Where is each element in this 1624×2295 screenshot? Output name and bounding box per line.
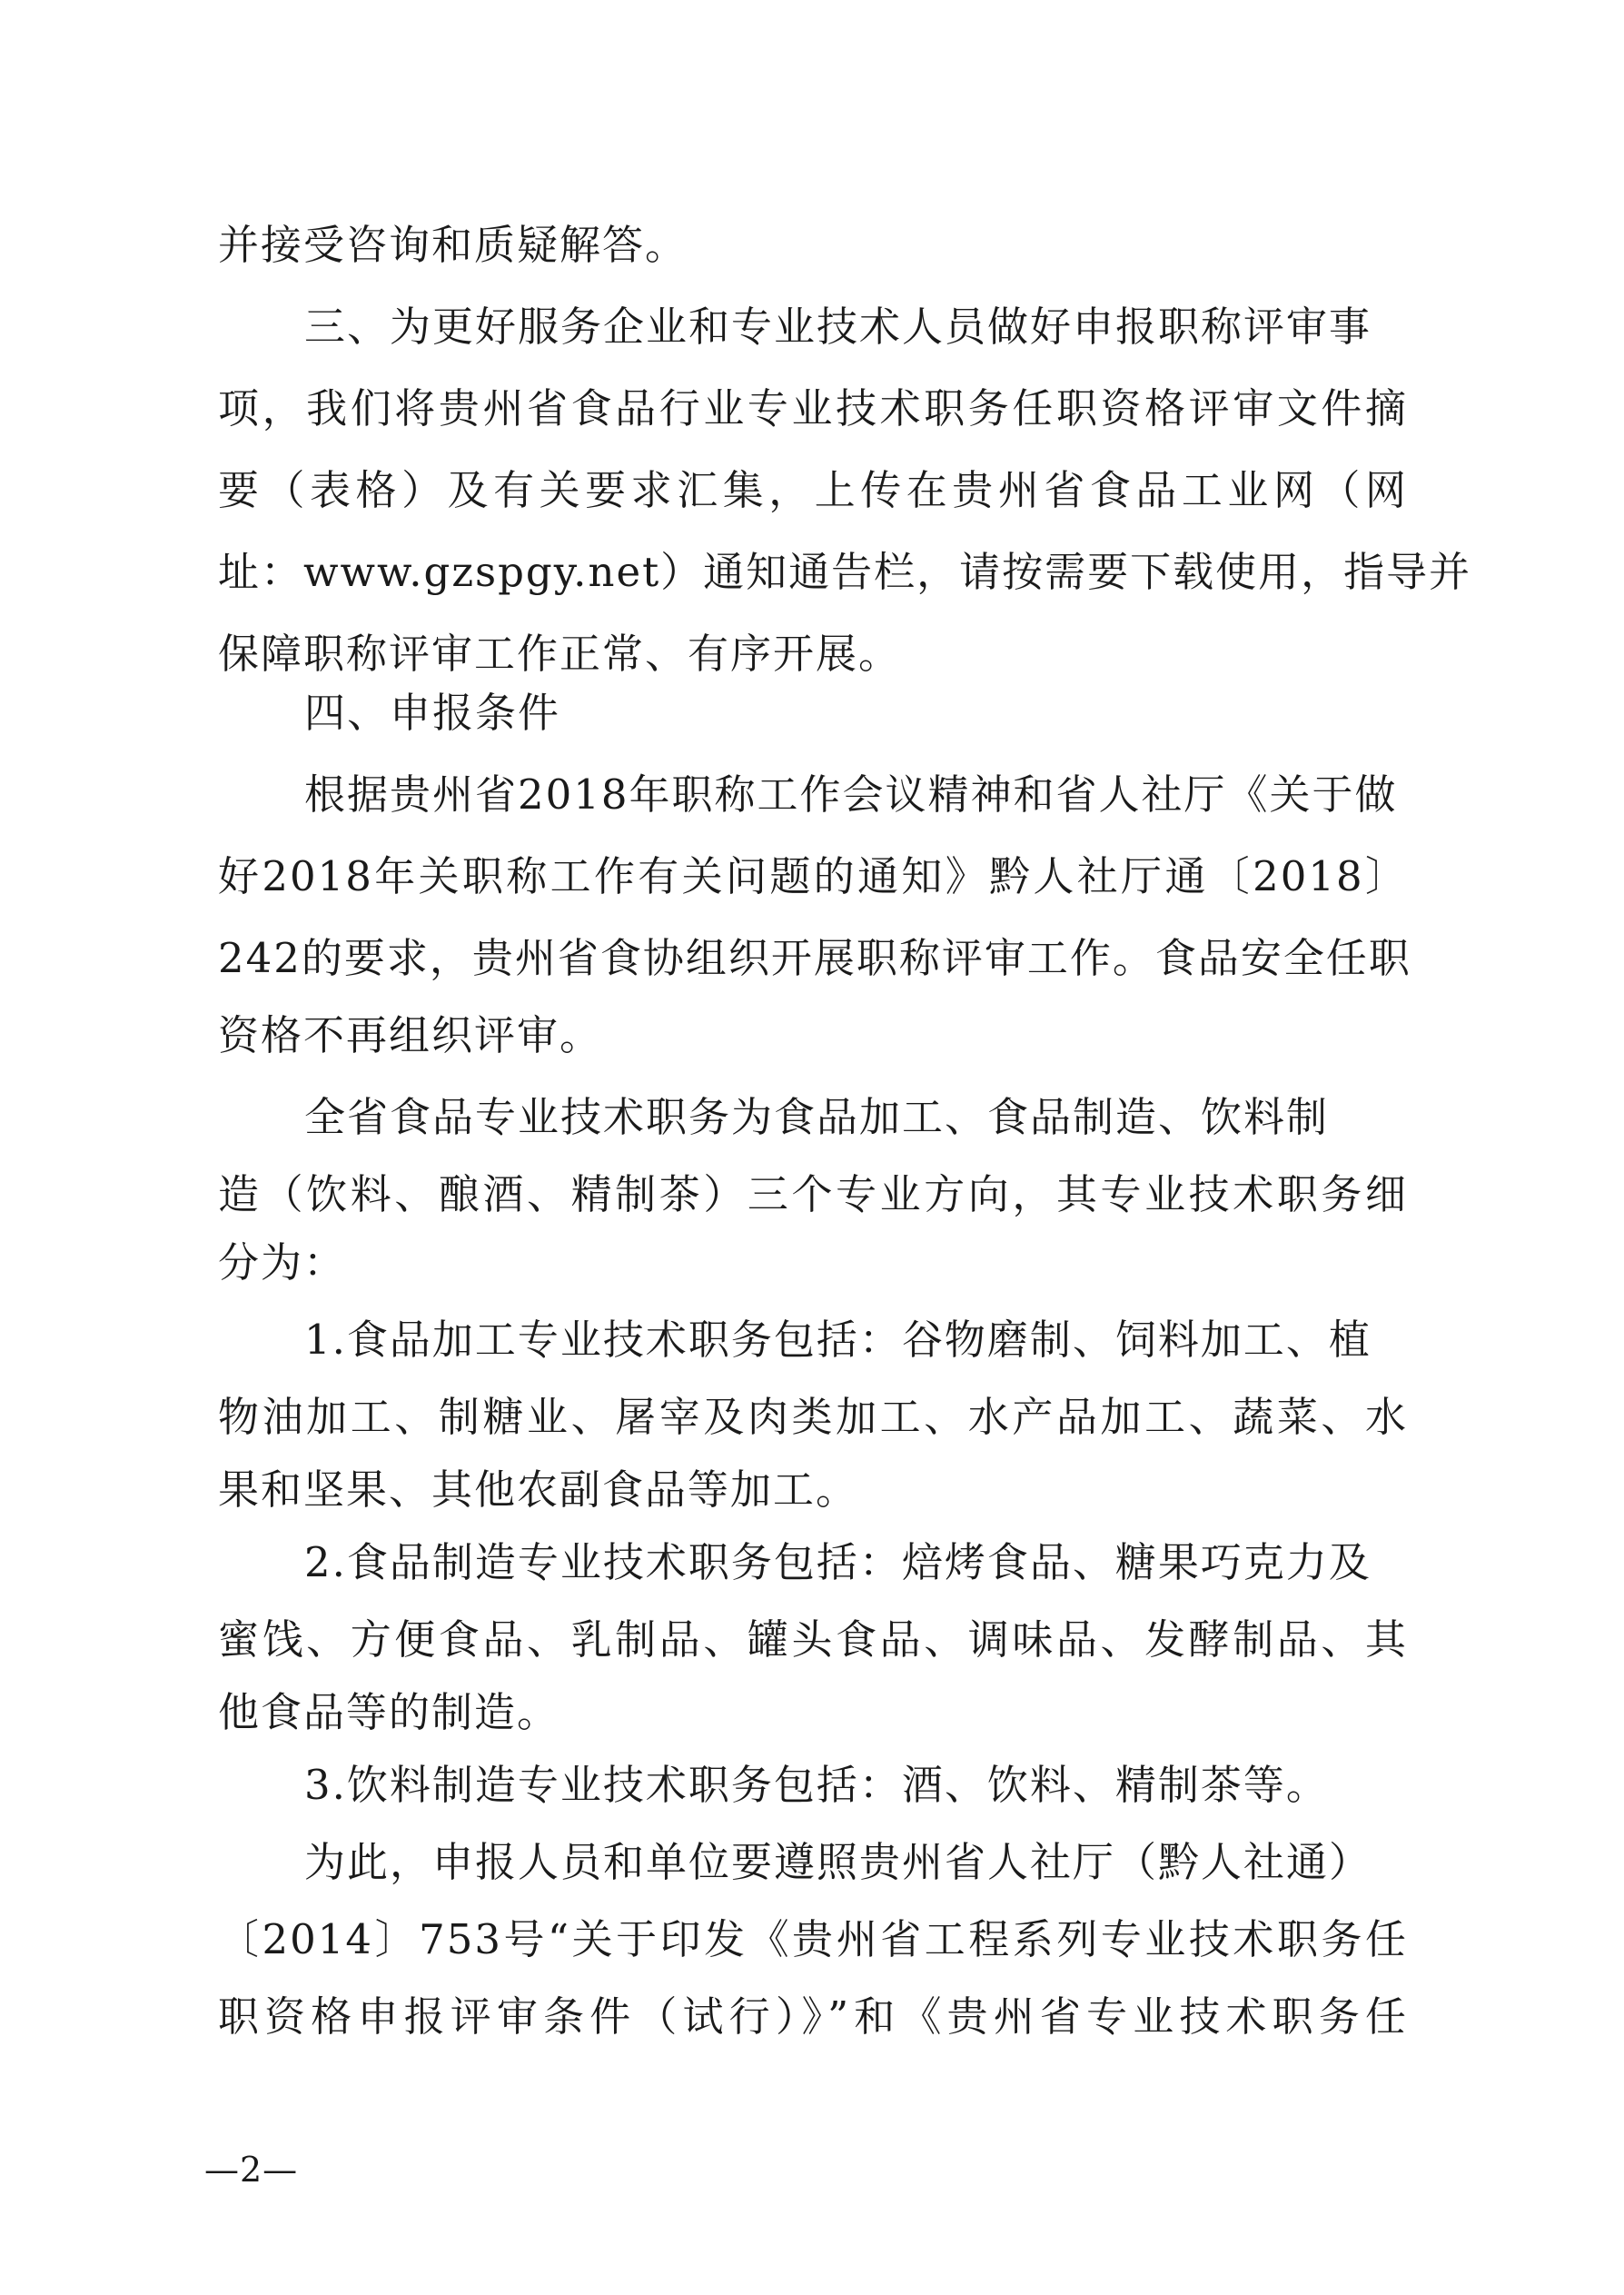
page-number: —2— <box>204 2150 299 2190</box>
document-page: 并接受咨询和质疑解答。 三、为更好服务企业和专业技术人员做好申报职称评审事 项，我们将贵州省食品行业专业技术职务任职资格评审文件摘 要（表格）及有关要求汇集，上传在贵州省食品工业网（网 址：www.gzspgy.net）通知通告栏，请按需要下载使用，指导并 保障职称评审工作正常、有序开展。 四、申报条件 根据贵州省2018年职称工作会议精神和省人社厅《关于做 好2018年关职称工作有关问题的通知》黔人社厅通〔2018〕 242的要求，贵州省食协组织开展职称评审工作。食品安全任职 资格不再组织评审。 全省食品专业技术职务为食品加工、食品制造、饮料制 造（饮料、酿酒、精制茶）三个专业方向，其专业技术职务细 分为： 1.食品加工专业技术职务包括：谷物磨制、饲料加工、植 物油加工、制糖业、屠宰及肉类加工、水产品加工、蔬菜、水 果和坚果、其他农副食品等加工。 2.食品制造专业技术职务包括：焙烤食品、糖果巧克力及 蜜饯、方便食品、乳制品、罐头食品、调味品、发酵制品、其 他食品等的制造。 3.饮料制造专业技术职务包括：酒、饮料、精制茶等。 为此，申报人员和单位要遵照贵州省人社厅（黔人社通） 〔2014〕753号“关于印发《贵州省工程系列专业技术职务任 职资格申报评审条件（试行）》”和《贵州省专业技术职务任 —2— <box>204 221 1472 2190</box>
